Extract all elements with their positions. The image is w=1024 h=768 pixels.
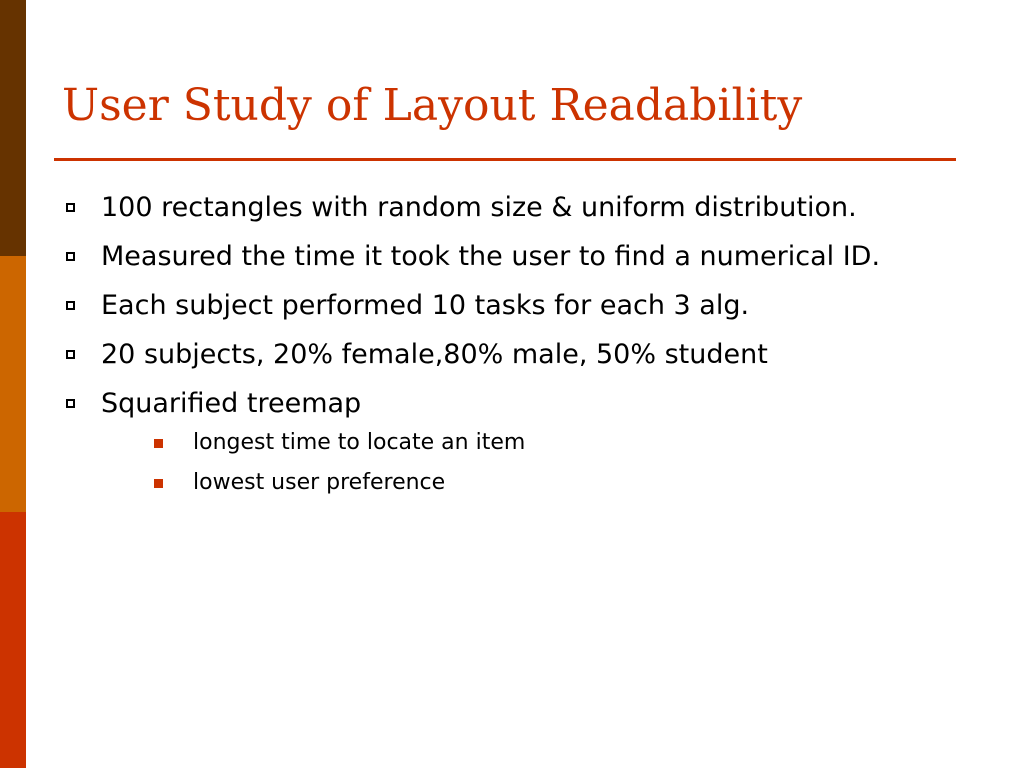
hollow-square-bullet-icon <box>66 399 75 408</box>
bullet-item <box>62 335 962 374</box>
bullet-item <box>62 384 962 503</box>
bullet-item <box>62 286 962 325</box>
title-underline <box>54 158 956 161</box>
sub-bullet-item <box>101 463 962 503</box>
bullet-text: Squarified treemap <box>101 388 362 419</box>
bullet-list <box>62 188 962 513</box>
sub-bullet-list <box>101 423 962 503</box>
bullet-text: Measured the time it took the user to find a numerical ID. <box>101 241 881 272</box>
bullet-text: 100 rectangles with random size & uniform distribution. <box>101 192 857 223</box>
decorative-side-bar <box>0 0 26 768</box>
sub-bullet-text: longest time to locate an item <box>193 430 526 455</box>
bullet-text: Each subject performed 10 tasks for each 3 alg. <box>101 290 750 321</box>
bullet-item <box>62 237 962 276</box>
side-bar-segment-middle <box>0 256 26 512</box>
bullet-item <box>62 188 962 227</box>
hollow-square-bullet-icon <box>66 252 75 261</box>
filled-square-bullet-icon <box>154 479 163 488</box>
hollow-square-bullet-icon <box>66 350 75 359</box>
slide-title: User Study of Layout Readability <box>62 80 803 131</box>
hollow-square-bullet-icon <box>66 203 75 212</box>
side-bar-segment-bottom <box>0 512 26 768</box>
sub-bullet-text: lowest user preference <box>193 470 446 495</box>
filled-square-bullet-icon <box>154 439 163 448</box>
hollow-square-bullet-icon <box>66 301 75 310</box>
side-bar-segment-top <box>0 0 26 256</box>
sub-bullet-item <box>101 423 962 463</box>
bullet-text: 20 subjects, 20% female,80% male, 50% student <box>101 339 768 370</box>
